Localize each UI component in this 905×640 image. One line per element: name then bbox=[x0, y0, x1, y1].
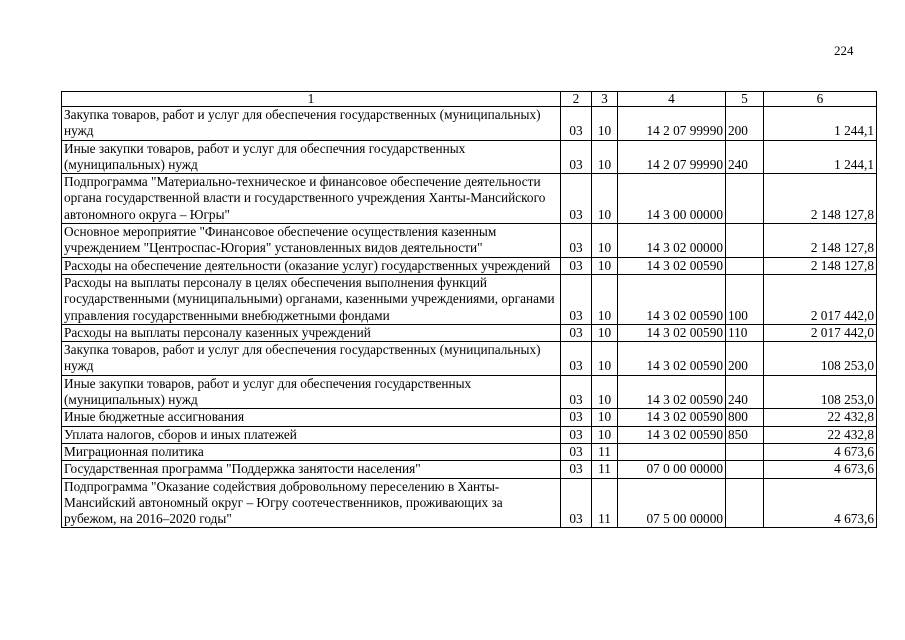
row-target-code-cell bbox=[618, 443, 726, 460]
row-section-cell: 03 bbox=[561, 461, 592, 478]
row-amount-cell: 22 432,8 bbox=[764, 409, 877, 426]
row-expense-type-cell bbox=[726, 257, 764, 274]
row-name-cell: Подпрограмма "Материально-техническое и финансовое обеспечение деятельности органа государственной власти и государственного учреждения Ханты-Мансийского автономного округа – Югры" bbox=[62, 174, 561, 224]
row-target-code-cell: 14 3 02 00000 bbox=[618, 224, 726, 258]
row-target-code-cell: 14 3 02 00590 bbox=[618, 274, 726, 324]
row-amount-cell: 1 244,1 bbox=[764, 140, 877, 174]
row-section-cell: 03 bbox=[561, 342, 592, 376]
column-header: 2 bbox=[561, 92, 592, 107]
row-expense-type-cell: 100 bbox=[726, 274, 764, 324]
table-row bbox=[62, 324, 877, 341]
row-expense-type-cell: 200 bbox=[726, 342, 764, 376]
row-target-code-cell: 14 3 02 00590 bbox=[618, 342, 726, 376]
row-name-cell: Расходы на выплаты персоналу казенных учреждений bbox=[62, 324, 561, 341]
row-section-cell: 03 bbox=[561, 409, 592, 426]
row-name-cell: Закупка товаров, работ и услуг для обеспечения государственных (муниципальных) нужд bbox=[62, 107, 561, 141]
row-expense-type-cell bbox=[726, 478, 764, 528]
row-subsection-cell: 10 bbox=[592, 375, 618, 409]
row-section-cell: 03 bbox=[561, 107, 592, 141]
row-target-code-cell: 14 3 02 00590 bbox=[618, 257, 726, 274]
row-amount-cell: 2 148 127,8 bbox=[764, 224, 877, 258]
table-row bbox=[62, 257, 877, 274]
table-row bbox=[62, 461, 877, 478]
table-row bbox=[62, 342, 877, 376]
row-name-cell: Иные закупки товаров, работ и услуг для обеспечния государственных (муниципальных) нужд bbox=[62, 140, 561, 174]
row-amount-cell: 4 673,6 bbox=[764, 461, 877, 478]
row-target-code-cell: 14 3 02 00590 bbox=[618, 324, 726, 341]
row-amount-cell: 108 253,0 bbox=[764, 342, 877, 376]
row-section-cell: 03 bbox=[561, 224, 592, 258]
row-subsection-cell: 11 bbox=[592, 478, 618, 528]
row-section-cell: 03 bbox=[561, 174, 592, 224]
table-body bbox=[62, 107, 877, 528]
column-header: 4 bbox=[618, 92, 726, 107]
column-header: 3 bbox=[592, 92, 618, 107]
row-section-cell: 03 bbox=[561, 140, 592, 174]
row-subsection-cell: 10 bbox=[592, 224, 618, 258]
row-subsection-cell: 11 bbox=[592, 461, 618, 478]
row-expense-type-cell: 200 bbox=[726, 107, 764, 141]
row-subsection-cell: 10 bbox=[592, 409, 618, 426]
table-row bbox=[62, 409, 877, 426]
row-name-cell: Закупка товаров, работ и услуг для обеспечения государственных (муниципальных) нужд bbox=[62, 342, 561, 376]
row-section-cell: 03 bbox=[561, 274, 592, 324]
table-row bbox=[62, 443, 877, 460]
row-amount-cell: 4 673,6 bbox=[764, 443, 877, 460]
row-amount-cell: 2 148 127,8 bbox=[764, 257, 877, 274]
row-target-code-cell: 07 5 00 00000 bbox=[618, 478, 726, 528]
table-row bbox=[62, 140, 877, 174]
row-name-cell: Подпрограмма "Оказание содействия добровольному переселению в Ханты-Мансийский автономный округ – Югру соотечественников, проживающих за рубежом, на 2016–2020 годы" bbox=[62, 478, 561, 528]
row-target-code-cell: 14 3 02 00590 bbox=[618, 426, 726, 443]
row-expense-type-cell bbox=[726, 174, 764, 224]
row-name-cell: Иные закупки товаров, работ и услуг для обеспечения государственных (муниципальных) нужд bbox=[62, 375, 561, 409]
table-row bbox=[62, 174, 877, 224]
row-target-code-cell: 14 3 00 00000 bbox=[618, 174, 726, 224]
row-section-cell: 03 bbox=[561, 375, 592, 409]
row-subsection-cell: 11 bbox=[592, 443, 618, 460]
header-row bbox=[62, 92, 877, 107]
row-name-cell: Расходы на выплаты персоналу в целях обеспечения выполнения функций государственными (муниципальными) органами, казенными учреждениями, органами управления государственными внебюджетными фондами bbox=[62, 274, 561, 324]
row-subsection-cell: 10 bbox=[592, 140, 618, 174]
row-subsection-cell: 10 bbox=[592, 257, 618, 274]
row-name-cell: Государственная программа "Поддержка занятости населения" bbox=[62, 461, 561, 478]
row-expense-type-cell: 110 bbox=[726, 324, 764, 341]
row-name-cell: Миграционная политика bbox=[62, 443, 561, 460]
row-subsection-cell: 10 bbox=[592, 174, 618, 224]
row-target-code-cell: 14 2 07 99990 bbox=[618, 140, 726, 174]
table-row bbox=[62, 375, 877, 409]
row-amount-cell: 108 253,0 bbox=[764, 375, 877, 409]
row-target-code-cell: 14 3 02 00590 bbox=[618, 409, 726, 426]
table-row bbox=[62, 478, 877, 528]
row-expense-type-cell: 850 bbox=[726, 426, 764, 443]
row-expense-type-cell bbox=[726, 461, 764, 478]
row-amount-cell: 22 432,8 bbox=[764, 426, 877, 443]
table-row bbox=[62, 426, 877, 443]
row-expense-type-cell bbox=[726, 443, 764, 460]
column-header: 5 bbox=[726, 92, 764, 107]
page-number: 224 bbox=[834, 43, 854, 58]
row-name-cell: Основное мероприятие "Финансовое обеспечение осуществления казенным учреждением "Центроспас-Югория" установленных видов деятельности" bbox=[62, 224, 561, 258]
row-expense-type-cell: 240 bbox=[726, 375, 764, 409]
row-section-cell: 03 bbox=[561, 478, 592, 528]
budget-table bbox=[61, 91, 877, 528]
row-subsection-cell: 10 bbox=[592, 107, 618, 141]
row-amount-cell: 2 148 127,8 bbox=[764, 174, 877, 224]
row-subsection-cell: 10 bbox=[592, 342, 618, 376]
row-section-cell: 03 bbox=[561, 324, 592, 341]
row-section-cell: 03 bbox=[561, 443, 592, 460]
row-amount-cell: 2 017 442,0 bbox=[764, 324, 877, 341]
row-target-code-cell: 07 0 00 00000 bbox=[618, 461, 726, 478]
row-subsection-cell: 10 bbox=[592, 324, 618, 341]
row-subsection-cell: 10 bbox=[592, 274, 618, 324]
row-expense-type-cell: 800 bbox=[726, 409, 764, 426]
row-name-cell: Уплата налогов, сборов и иных платежей bbox=[62, 426, 561, 443]
table-row bbox=[62, 107, 877, 141]
row-amount-cell: 2 017 442,0 bbox=[764, 274, 877, 324]
column-header: 1 bbox=[62, 92, 561, 107]
row-name-cell: Расходы на обеспечение деятельности (оказание услуг) государственных учреждений bbox=[62, 257, 561, 274]
row-name-cell: Иные бюджетные ассигнования bbox=[62, 409, 561, 426]
row-amount-cell: 1 244,1 bbox=[764, 107, 877, 141]
row-amount-cell: 4 673,6 bbox=[764, 478, 877, 528]
column-header: 6 bbox=[764, 92, 877, 107]
row-subsection-cell: 10 bbox=[592, 426, 618, 443]
row-target-code-cell: 14 3 02 00590 bbox=[618, 375, 726, 409]
row-section-cell: 03 bbox=[561, 426, 592, 443]
row-expense-type-cell bbox=[726, 224, 764, 258]
table-row bbox=[62, 274, 877, 324]
row-section-cell: 03 bbox=[561, 257, 592, 274]
row-target-code-cell: 14 2 07 99990 bbox=[618, 107, 726, 141]
row-expense-type-cell: 240 bbox=[726, 140, 764, 174]
table-row bbox=[62, 224, 877, 258]
